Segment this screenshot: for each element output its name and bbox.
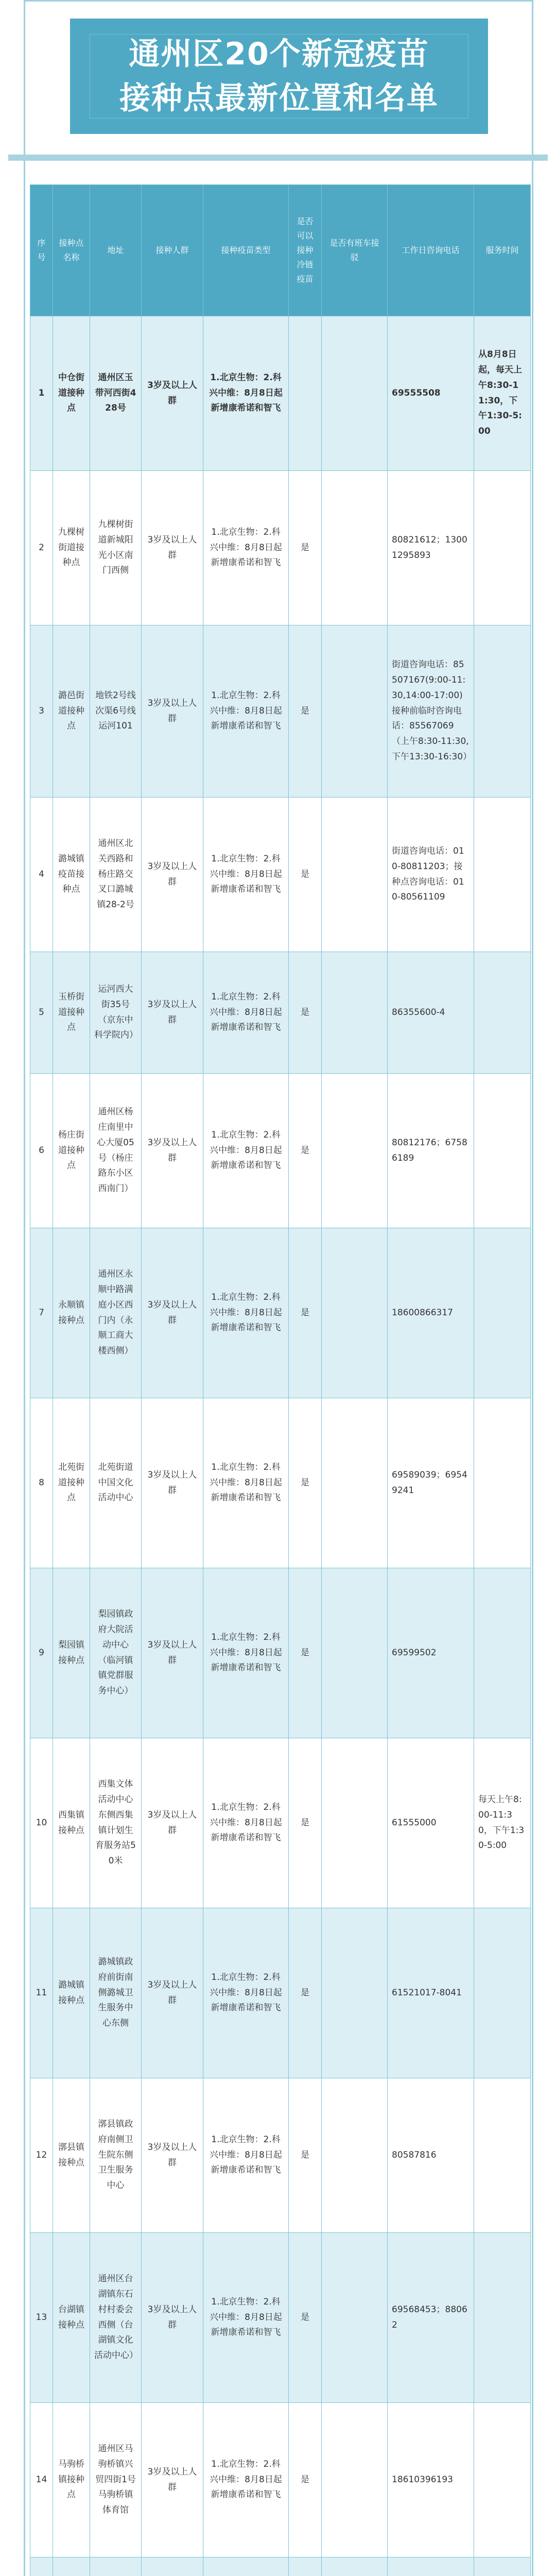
header-population: 接种人群 [142,185,203,316]
cell-site-name: 马驹桥镇接种点 [53,2403,90,2557]
cell-shuttle-bus [322,1738,388,1908]
cell-service-time [474,2078,531,2233]
cell-population: 3岁及以上人群 [142,471,203,625]
cell-cold-chain: 是 [289,2233,322,2403]
cell-no: 2 [30,471,53,625]
cell-service-time [474,952,531,1074]
header-no: 序号 [30,185,53,316]
cell-shuttle-bus [322,2233,388,2403]
table-header [30,185,531,316]
cell-service-time: 从8月8日起，每天上午8:30-11:30，下午1:30-5:00 [474,316,531,471]
cell-address: 通州区马驹桥镇兴贸四街1号马驹桥镇体育馆 [90,2403,142,2557]
header-phone: 工作日咨询电话 [388,185,474,316]
cell-shuttle-bus [322,798,388,952]
cell-site-name: 北苑街道接种点 [53,1398,90,1568]
cell-no: 11 [30,1908,53,2078]
cell-no: 4 [30,798,53,952]
cell-site-name: 西集镇接种点 [53,1738,90,1908]
cell-phone: 80812176；67586189 [388,1074,474,1228]
cell-population: 3岁及以上人群 [142,2233,203,2403]
cell-no: 9 [30,1568,53,1738]
cell-cold-chain: 是 [289,1228,322,1398]
table-row [30,1228,531,1398]
cell-phone: 69555508 [388,316,474,471]
cell-site-name: 中仓街道接种点 [53,316,90,471]
table-row [30,2403,531,2557]
cell-phone: 61521017-8041 [388,1908,474,2078]
cell-vaccine-type: 1.北京生物：2.科兴中维：8月8日起新增康希诺和智飞 [203,1908,289,2078]
cell-vaccine-type: 1.北京生物：2.科兴中维：8月8日起新增康希诺和智飞 [203,798,289,952]
cell-vaccine-type: 1.北京生物：2.科兴中维：8月8日起新增康希诺和智飞 [203,1228,289,1398]
cell-service-time [474,1228,531,1398]
cell-no: 8 [30,1398,53,1568]
cell-service-time [474,2557,531,2576]
header-vaccine-type: 接种疫苗类型 [203,185,289,316]
cell-phone: 69599502 [388,1568,474,1738]
cell-cold-chain: 是 [289,1908,322,2078]
cell-no: 7 [30,1228,53,1398]
title-line-2: 接种点最新位置和名单 [119,80,439,116]
table-row [30,625,531,798]
cell-phone [388,2557,474,2576]
table-row [30,1568,531,1738]
page-title [70,19,488,134]
cell-site-name: 杨庄街道接种点 [53,1074,90,1228]
cell-population: 3岁及以上人群 [142,625,203,798]
cell-cold-chain: 是 [289,2403,322,2557]
cell-address: 通州区玉带河西街428号 [90,316,142,471]
cell-phone: 18600866317 [388,1228,474,1398]
cell-cold-chain: 是 [289,1738,322,1908]
cell-site-name: 漷县镇接种点 [53,2078,90,2233]
cell-vaccine-type [203,2557,289,2576]
cell-vaccine-type: 1.北京生物：2.科兴中维：8月8日起新增康希诺和智飞 [203,316,289,471]
cell-service-time [474,625,531,798]
cell-cold-chain [289,2557,322,2576]
cell-site-name: 潞城镇疫苗接种点 [53,798,90,952]
cell-vaccine-type: 1.北京生物：2.科兴中维：8月8日起新增康希诺和智飞 [203,1074,289,1228]
cell-cold-chain: 是 [289,471,322,625]
table-row [30,798,531,952]
cell-address: 通州区北关西路和杨庄路交叉口潞城镇28-2号 [90,798,142,952]
cell-cold-chain: 是 [289,1074,322,1228]
vaccination-sites-table [30,184,531,2576]
cell-population: 3岁及以上人群 [142,1738,203,1908]
cell-service-time [474,1398,531,1568]
cell-population: 3岁及以上人群 [142,1568,203,1738]
cell-shuttle-bus [322,2078,388,2233]
cell-address: 西集文体活动中心东侧西集镇计划生育服务站50米 [90,1738,142,1908]
cell-address: 通州区永顺中路满庭小区西门内（永顺工商大楼西侧） [90,1228,142,1398]
cell-site-name: 梨园镇接种点 [53,1568,90,1738]
cell-shuttle-bus [322,625,388,798]
cell-no: 5 [30,952,53,1074]
cell-phone: 18610396193 [388,2403,474,2557]
cell-site-name: 潞邑街道接种点 [53,625,90,798]
cell-shuttle-bus [322,1568,388,1738]
table-row [30,2557,531,2576]
cell-cold-chain: 是 [289,798,322,952]
header-service-time: 服务时间 [474,185,531,316]
cell-address: 梨园镇政府大院活动中心（临河镇镇党群服务中心） [90,1568,142,1738]
cell-site-name: 九棵树街道接种点 [53,471,90,625]
cell-phone: 69568453；88062 [388,2233,474,2403]
cell-vaccine-type: 1.北京生物：2.科兴中维：8月8日起新增康希诺和智飞 [203,1738,289,1908]
cell-cold-chain: 是 [289,625,322,798]
cell-cold-chain: 是 [289,1568,322,1738]
cell-no: 14 [30,2403,53,2557]
cell-address: 通州区杨庄南里中心大厦05号（杨庄路东小区西南门） [90,1074,142,1228]
cell-service-time [474,1908,531,2078]
cell-shuttle-bus [322,1398,388,1568]
cell-phone: 69589039；69549241 [388,1398,474,1568]
cell-population: 3岁及以上人群 [142,2078,203,2233]
cell-shuttle-bus [322,316,388,471]
cell-vaccine-type: 1.北京生物：2.科兴中维：8月8日起新增康希诺和智飞 [203,2078,289,2233]
cell-site-name: 永顺镇接种点 [53,1228,90,1398]
cell-no: 3 [30,625,53,798]
table-row [30,1074,531,1228]
cell-population: 3岁及以上人群 [142,1228,203,1398]
cell-service-time [474,2233,531,2403]
cell-cold-chain: 是 [289,2078,322,2233]
cell-no: 10 [30,1738,53,1908]
table-row [30,1398,531,1568]
cell-cold-chain: 是 [289,952,322,1074]
table-row [30,2078,531,2233]
table-row [30,952,531,1074]
cell-service-time [474,1568,531,1738]
cell-address: 潞城镇政府前街南侧潞城卫生服务中心东侧 [90,1908,142,2078]
cell-address: 地铁2号线次渠6号线运河101 [90,625,142,798]
cell-service-time [474,471,531,625]
cell-service-time [474,1074,531,1228]
cell-phone: 80587816 [388,2078,474,2233]
cell-address: 北苑街道中国文化活动中心 [90,1398,142,1568]
cell-no: 6 [30,1074,53,1228]
cell-phone: 街道咨询电话：010-80811203；接种点咨询电话：010-80561109 [388,798,474,952]
table-row [30,471,531,625]
cell-population: 3岁及以上人群 [142,1074,203,1228]
cell-service-time [474,2403,531,2557]
cell-site-name [53,2557,90,2576]
cell-population [142,2557,203,2576]
cell-no: 12 [30,2078,53,2233]
cell-shuttle-bus [322,1228,388,1398]
cell-phone: 80821612；13001295893 [388,471,474,625]
header-site-name: 接种点名称 [53,185,90,316]
cell-vaccine-type: 1.北京生物：2.科兴中维：8月8日起新增康希诺和智飞 [203,1398,289,1568]
cell-no [30,2557,53,2576]
header-cold-chain: 是否可以接种冷链疫苗 [289,185,322,316]
cell-no: 13 [30,2233,53,2403]
cell-cold-chain [289,316,322,471]
cell-vaccine-type: 1.北京生物：2.科兴中维：8月8日起新增康希诺和智飞 [203,625,289,798]
cell-phone: 街道咨询电话：85507167(9:00-11:30,14:00-17:00)接种前临时咨询电话：85567069（上午8:30-11:30,下午13:30-16:30） [388,625,474,798]
cell-population: 3岁及以上人群 [142,798,203,952]
cell-address: 漷县镇政府南侧卫生院东侧卫生服务中心 [90,2078,142,2233]
cell-vaccine-type: 1.北京生物：2.科兴中维：8月8日起新增康希诺和智飞 [203,2403,289,2557]
cell-service-time [474,798,531,952]
cell-address: 运河西大街35号（京东中科学院内） [90,952,142,1074]
table-row [30,316,531,471]
cell-vaccine-type: 1.北京生物：2.科兴中维：8月8日起新增康希诺和智飞 [203,952,289,1074]
cell-address: 通州区台湖镇东石村村委会西侧（台湖镇文化活动中心） [90,2233,142,2403]
cell-shuttle-bus [322,1908,388,2078]
cell-population: 3岁及以上人群 [142,2403,203,2557]
cell-vaccine-type: 1.北京生物：2.科兴中维：8月8日起新增康希诺和智飞 [203,2233,289,2403]
cell-phone: 61555000 [388,1738,474,1908]
cell-shuttle-bus [322,1074,388,1228]
title-ribbon [8,155,548,161]
cell-address: 九棵树街道新城阳光小区南门西侧 [90,471,142,625]
cell-vaccine-type: 1.北京生物：2.科兴中维：8月8日起新增康希诺和智飞 [203,1568,289,1738]
cell-population: 3岁及以上人群 [142,1908,203,2078]
cell-shuttle-bus [322,2403,388,2557]
cell-service-time: 每天上午8:00-11:30，下午1:30-5:00 [474,1738,531,1908]
cell-population: 3岁及以上人群 [142,316,203,471]
cell-site-name: 潞城镇接种点 [53,1908,90,2078]
title-line-1: 通州区20个新冠疫苗 [129,36,429,72]
table-body [30,316,531,2576]
cell-site-name: 台湖镇接种点 [53,2233,90,2403]
cell-shuttle-bus [322,952,388,1074]
cell-no: 1 [30,316,53,471]
cell-cold-chain: 是 [289,1398,322,1568]
header-address: 地址 [90,185,142,316]
table-container [30,184,530,2576]
cell-vaccine-type: 1.北京生物：2.科兴中维：8月8日起新增康希诺和智飞 [203,471,289,625]
cell-shuttle-bus [322,2557,388,2576]
table-row [30,2233,531,2403]
header-shuttle-bus: 是否有班车接驳 [322,185,388,316]
cell-population: 3岁及以上人群 [142,1398,203,1568]
table-row [30,1738,531,1908]
cell-site-name: 玉桥街道接种点 [53,952,90,1074]
table-row [30,1908,531,2078]
cell-phone: 86355600-4 [388,952,474,1074]
cell-shuttle-bus [322,471,388,625]
cell-address [90,2557,142,2576]
cell-population: 3岁及以上人群 [142,952,203,1074]
